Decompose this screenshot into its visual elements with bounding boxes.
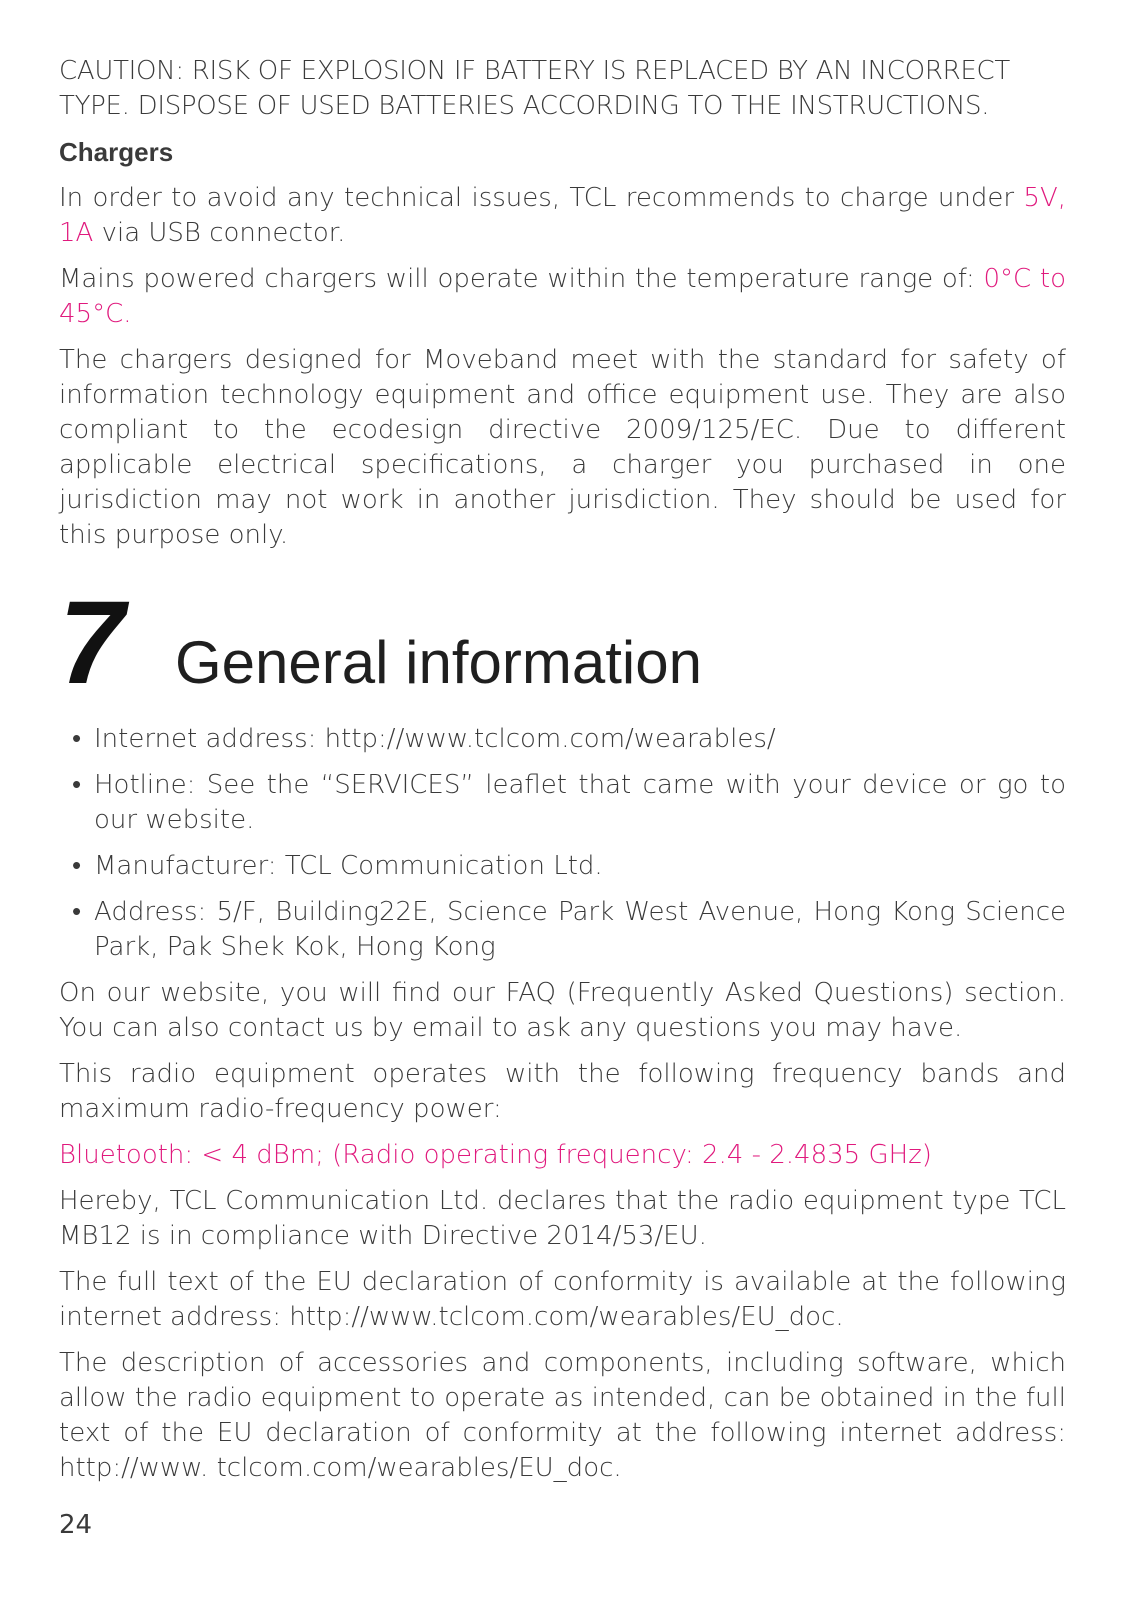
- bluetooth-paragraph: Bluetooth: < 4 dBm; (Radio operating frequency: 2.4 - 2.4835 GHz): [59, 1140, 932, 1170]
- bullet-icon: •: [72, 770, 82, 800]
- list-item: [59, 895, 1066, 965]
- page-number: 24: [59, 1510, 93, 1540]
- list-item: [59, 768, 1066, 838]
- chargers-heading: Chargers: [59, 137, 174, 167]
- chapter-heading: [59, 577, 1066, 709]
- chargers-paragraph-1: [59, 181, 1066, 251]
- chargers-p2-highlight: 0°C to 45°C.: [59, 264, 1067, 329]
- chargers-paragraph-3: The chargers designed for Moveband meet with the standard for safety of information technology equipment and office equipment use. They are also compliant to the ecodesign directive 2009/125/EC. Due to different applicable electrical specifications, a charger you purchased in one jurisdiction may not work in another jurisdiction. They should be used for this purpose only.: [59, 345, 1066, 550]
- caution-text: CAUTION: RISK OF EXPLOSION IF BATTERY IS REPLACED BY AN INCORRECT TYPE. DISPOSE OF USED BATTERIES ACCORDING TO THE INSTRUCTIONS.: [59, 56, 1010, 121]
- chargers-p1-text: In order to avoid any technical issues, TCL recommends to charge under: [59, 183, 1024, 213]
- chargers-paragraph-2: [59, 262, 1066, 332]
- chargers-p1-highlight: 5V, 1A: [59, 183, 1066, 248]
- fulltext-paragraph: The full text of the EU declaration of conformity is available at the following internet address: http://www.tclcom.com/wearables/EU_doc.: [59, 1267, 1066, 1332]
- accessories-paragraph: The description of accessories and components, including software, which allow the radio equipment to operate as intended, can be obtained in the full text of the EU declaration of conformity at the following internet address: http://www. tclcom.com/wearables/EU_doc.: [59, 1348, 1066, 1483]
- faq-paragraph: On our website, you will find our FAQ (Frequently Asked Questions) section. You can also contact us by email to ask any questions you may have.: [59, 978, 1066, 1043]
- info-list: [59, 722, 1066, 965]
- bullet-hotline: Hotline: See the “SERVICES” leaflet that came with your device or go to our website.: [94, 770, 1066, 835]
- bullet-icon: •: [72, 851, 82, 881]
- top-section: [59, 54, 1066, 564]
- list-item: [59, 722, 1066, 757]
- bullet-icon: •: [72, 724, 82, 754]
- bullet-address: Address: 5/F, Building22E, Science Park West Avenue, Hong Kong Science Park, Pak Shek Kok, Hong Kong: [94, 897, 1066, 962]
- general-info-section: [59, 722, 1066, 1497]
- chapter-title: General information: [175, 629, 702, 696]
- chargers-p1-tail: via USB connector.: [93, 218, 346, 248]
- bullet-internet-address: Internet address: http://www.tclcom.com/wearables/: [94, 724, 776, 754]
- declaration-paragraph: Hereby, TCL Communication Ltd. declares that the radio equipment type TCL MB12 is in compliance with Directive 2014/53/EU.: [59, 1186, 1066, 1251]
- chargers-p2-text: Mains powered chargers will operate within the temperature range of:: [59, 264, 984, 294]
- chapter-number: 7: [59, 577, 125, 709]
- bullet-manufacturer: Manufacturer: TCL Communication Ltd.: [94, 851, 603, 881]
- bullet-icon: •: [72, 897, 82, 927]
- radio-paragraph: This radio equipment operates with the following frequency bands and maximum radio-frequency power:: [59, 1059, 1066, 1124]
- list-item: [59, 849, 1066, 884]
